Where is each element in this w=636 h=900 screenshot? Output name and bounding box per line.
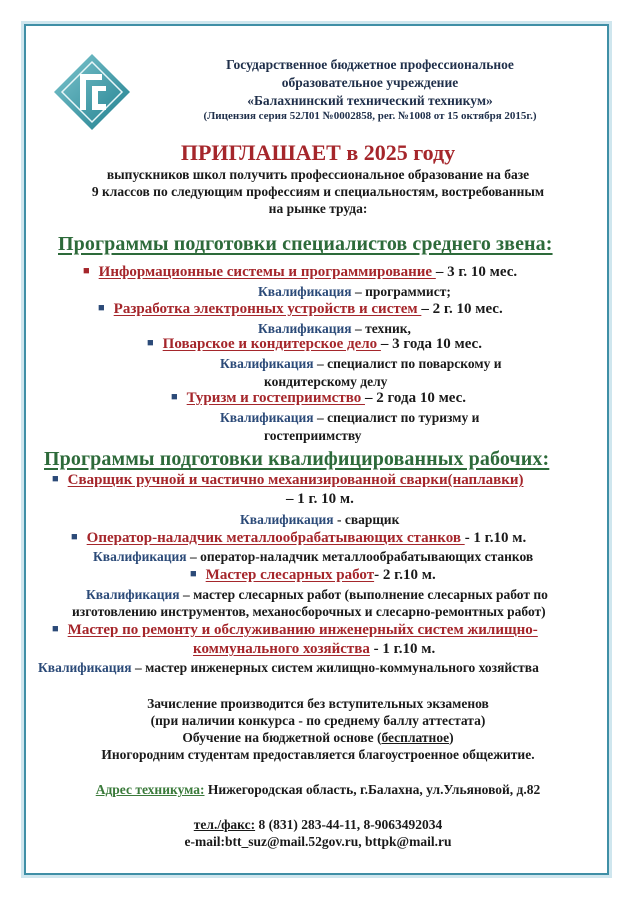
program-item: ■ Мастер по ремонту и обслуживанию инженерныйх систем жилищно- [52, 622, 538, 638]
invite-text-3: на рынке труда: [268, 201, 368, 216]
program-duration: – 1 г. 10 м. [286, 491, 354, 507]
invite-title: ПРИГЛАШАЕТ в 2025 году [180, 140, 456, 165]
program-item: ■ Поварское и кондитерское дело – 3 года 10 мес. [147, 336, 482, 352]
institution-type-2: образовательное учреждение [281, 75, 459, 90]
bullet-icon: ■ [147, 337, 154, 349]
competition-note: (при наличии конкурса - по среднему баллу аттестата) [150, 713, 486, 728]
qualification-cont: гостеприимству [264, 428, 362, 443]
qualification: Квалификация – мастер инженерных систем жилищно-коммунального хозяйства [38, 660, 539, 675]
phone: тел./факс: 8 (831) 283-44-11, 8-9063492034 [193, 817, 443, 832]
bullet-icon: ■ [52, 623, 59, 635]
address: Адрес техникума: Нижегородская область, г.Балахна, ул.Ульяновой, д.82 [95, 782, 541, 797]
section-specialists-title: Программы подготовки специалистов среднего звена: [58, 233, 553, 255]
qualification: Квалификация - сварщик [240, 512, 400, 527]
program-item: ■ Информационные системы и программирование – 3 г. 10 мес. [83, 264, 518, 280]
qualification-cont: изготовлению инструментов, механосборочных и слесарно-ремонтных работ) [72, 604, 546, 619]
section-workers-title: Программы подготовки квалифицированных рабочих: [44, 448, 550, 470]
bullet-icon: ■ [171, 391, 178, 403]
invite-text-1: выпускников школ получить профессиональное образование на базе [106, 167, 530, 182]
bullet-icon: ■ [190, 568, 197, 580]
license-info: (Лицензия серия 52Л01 №0002858, рег. №1008 от 15 октября 2015г.) [203, 110, 537, 122]
qualification: Квалификация – мастер слесарных работ (выполнение слесарных работ по [86, 587, 548, 602]
program-item: ■ Туризм и гостеприимство – 2 года 10 мес. [171, 390, 467, 406]
program-item: ■ Разработка электронных устройств и систем – 2 г. 10 мес. [98, 301, 503, 317]
bullet-icon: ■ [83, 265, 90, 277]
invite-text-2: 9 классов по следующим профессиям и специальностям, востребованным [91, 184, 545, 199]
dormitory-note: Иногородним студентам предоставляется благоустроенное общежитие. [101, 747, 535, 762]
program-item: ■ Сварщик ручной и частично механизированной сварки(наплавки) [52, 472, 524, 488]
qualification: Квалификация – программист; [258, 284, 451, 299]
tuition-note: Обучение на бюджетной основе (бесплатное) [182, 730, 454, 745]
college-logo [52, 52, 132, 132]
program-item: ■ Оператор-наладчик металлообрабатывающих станков - 1 г.10 м. [71, 530, 527, 546]
email: e-mail:btt_suz@mail.52gov.ru, bttpk@mail.ru [184, 834, 452, 849]
institution-type: Государственное бюджетное профессиональное [226, 57, 514, 72]
program-item-cont: коммунального хозяйства - 1 г.10 м. [193, 641, 436, 657]
institution-name: «Балахнинский технический техникум» [247, 93, 493, 108]
qualification-cont: кондитерскому делу [264, 374, 388, 389]
program-item: ■ Мастер слесарных работ- 2 г.10 м. [190, 567, 436, 583]
bullet-icon: ■ [71, 531, 78, 543]
qualification: Квалификация – специалист по поварскому и [220, 356, 502, 371]
qualification: Квалификация – оператор-наладчик металлообрабатывающих станков [93, 549, 534, 564]
bullet-icon: ■ [98, 302, 105, 314]
admission-note: Зачисление производится без вступительных экзаменов [147, 696, 489, 711]
qualification: Квалификация – техник, [258, 321, 411, 336]
bullet-icon: ■ [52, 473, 59, 485]
qualification: Квалификация – специалист по туризму и [220, 410, 480, 425]
